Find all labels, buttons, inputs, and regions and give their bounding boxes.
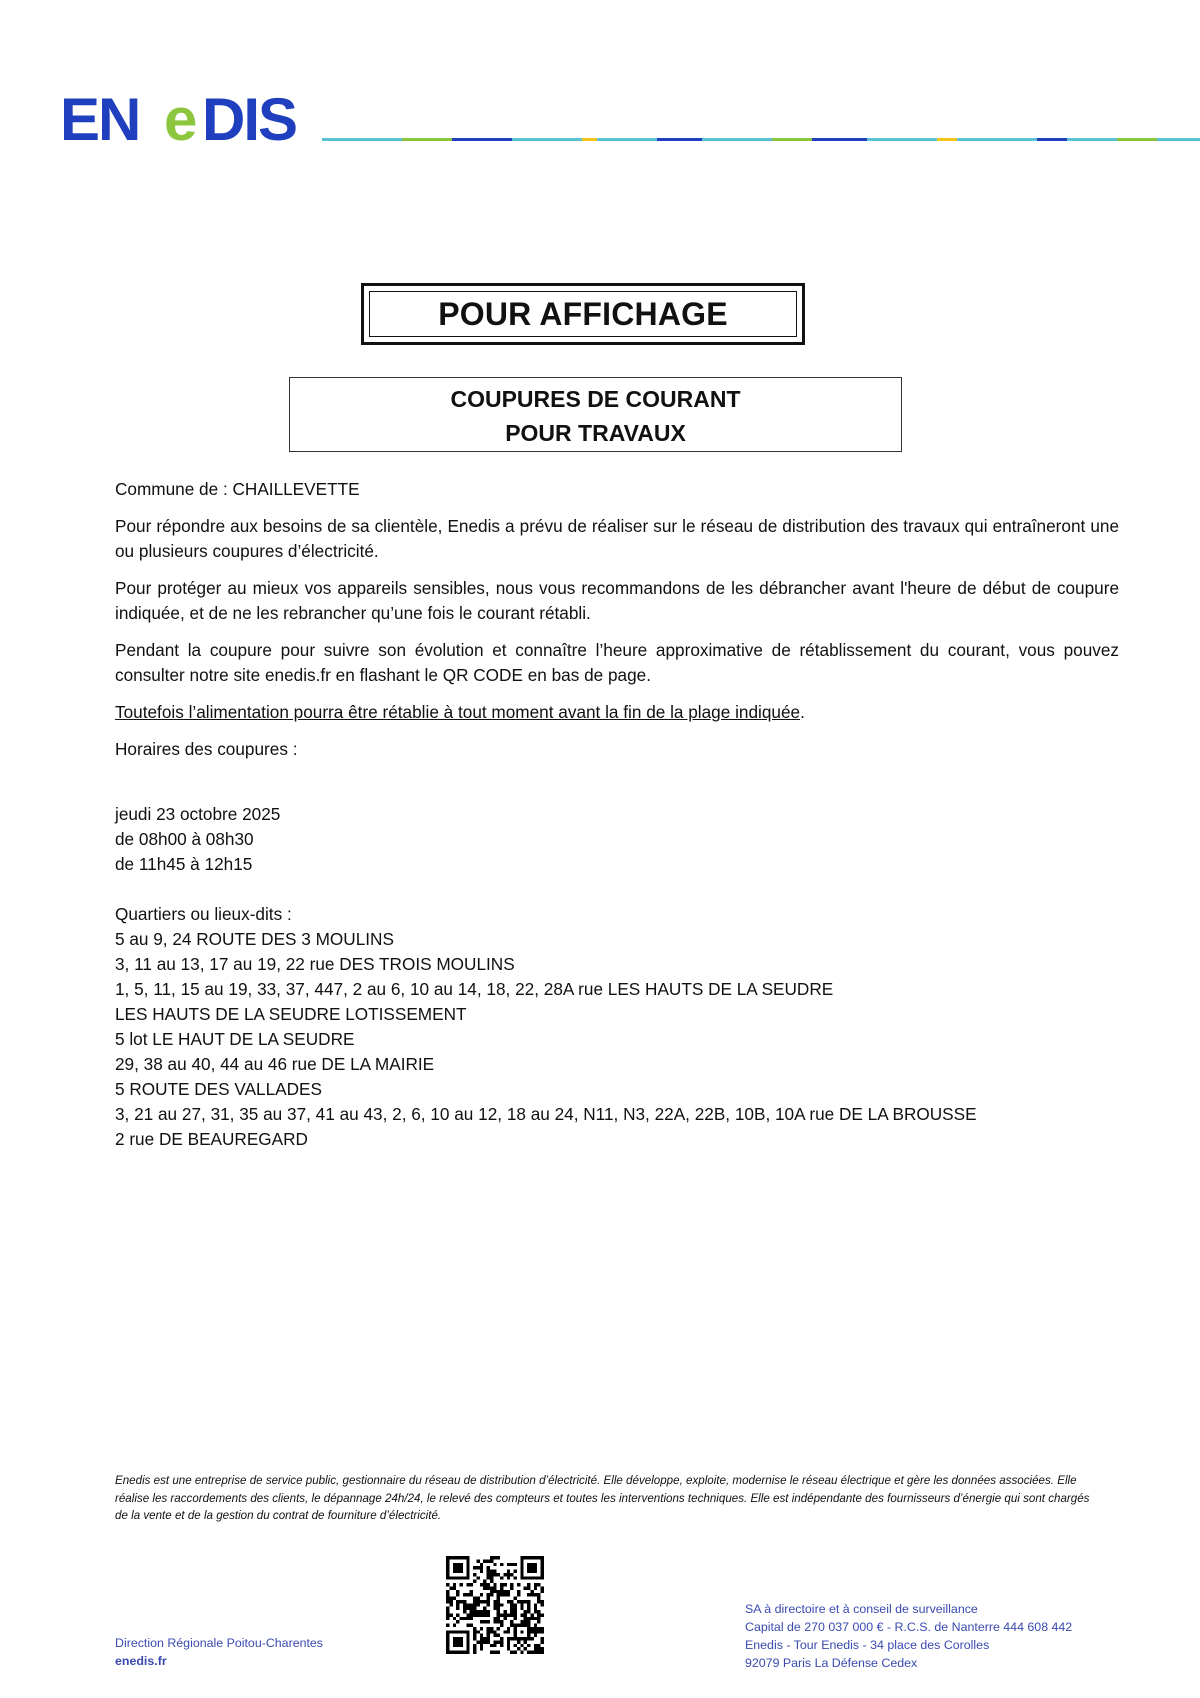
subtitle-line-2: POUR TRAVAUX	[505, 420, 686, 446]
location-item: 3, 11 au 13, 17 au 19, 22 rue DES TROIS MOULINS	[115, 954, 515, 974]
location-item: 3, 21 au 27, 31, 35 au 37, 41 au 43, 2, 6, 10 au 12, 18 au 24, N11, N3, 22A, 22B, 10B, 10A rue DE LA BROUSSE	[115, 1104, 977, 1124]
location-item: 5 lot LE HAUT DE LA SEUDRE	[115, 1029, 355, 1049]
schedule-slot: de 11h45 à 12h15	[115, 854, 253, 874]
location-item: 5 ROUTE DES VALLADES	[115, 1079, 322, 1099]
footer-left	[115, 1634, 323, 1670]
svg-text:e: e	[164, 88, 198, 148]
warning-text: Toutefois l’alimentation pourra être rétablie à tout moment avant la fin de la plage indiquée	[115, 702, 801, 722]
subtitle-line-1: COUPURES DE COURANT	[450, 386, 741, 412]
location-item: LES HAUTS DE LA SEUDRE LOTISSEMENT	[115, 1004, 467, 1024]
footer-website-link[interactable]: enedis.fr	[115, 1654, 167, 1668]
location-item: 2 rue DE BEAUREGARD	[115, 1129, 308, 1149]
paragraph-tracking: Pendant la coupure pour suivre son évolution et connaître l’heure approximative de rétablissement du courant, vous pouvez consulter notre site enedis.fr en flashant le QR CODE en bas de page.	[115, 640, 1119, 685]
paragraph-advice: Pour protéger au mieux vos appareils sensibles, nous vous recommandons de les débrancher avant l'heure de début de coupure indiquée, et de ne les rebrancher qu’une fois le courant rétabli.	[115, 578, 1119, 623]
enedis-logo	[60, 88, 320, 148]
notice-title-box	[361, 283, 805, 345]
legal-line: SA à directoire et à conseil de surveillance	[745, 1602, 978, 1616]
schedule	[115, 802, 1119, 1152]
legal-line: 92079 Paris La Défense Cedex	[745, 1656, 918, 1670]
location-item: 5 au 9, 24 ROUTE DES 3 MOULINS	[115, 929, 394, 949]
commune: Commune de : CHAILLEVETTE	[115, 479, 360, 499]
footer-company-note: Enedis est une entreprise de service public, gestionnaire du réseau de distribution d’électricité. Elle développe, exploite, modernise le réseau électrique et gère les données associées. Elle réalise les raccordements des clients, le dépannage 24h/24, le relevé des compteurs et toutes les interventions techniques. Elle est indépendante des fournisseurs d’énergie qui sont chargés de la vente et de la gestion du contrat de fourniture d’électricité.	[115, 1474, 1090, 1522]
header-decorative-line	[322, 137, 1200, 142]
locations-label: Quartiers ou lieux-dits :	[115, 904, 292, 924]
warning-line	[115, 700, 1119, 725]
schedule-slot: de 08h00 à 08h30	[115, 829, 254, 849]
svg-text:DIS: DIS	[202, 88, 297, 148]
location-item: 29, 38 au 40, 44 au 46 rue DE LA MAIRIE	[115, 1054, 435, 1074]
footer-legal	[745, 1600, 1072, 1672]
warning-end: .	[800, 702, 805, 722]
qr-code[interactable]	[446, 1556, 544, 1654]
schedule-date: jeudi 23 octobre 2025	[115, 804, 281, 824]
schedule-label: Horaires des coupures :	[115, 739, 298, 759]
paragraph-intro: Pour répondre aux besoins de sa clientèle, Enedis a prévu de réaliser sur le réseau de distribution des travaux qui entraîneront une ou plusieurs coupures d’électricité.	[115, 516, 1119, 561]
notice-body	[115, 477, 1119, 1152]
svg-text:EN: EN	[60, 88, 140, 148]
notice-title: POUR AFFICHAGE	[369, 291, 797, 337]
notice-subtitle-box	[289, 377, 902, 452]
footer-direction: Direction Régionale Poitou-Charentes	[115, 1636, 324, 1650]
location-item: 1, 5, 11, 15 au 19, 33, 37, 447, 2 au 6, 10 au 14, 18, 22, 28A rue LES HAUTS DE LA SEUDRE	[115, 979, 834, 999]
legal-line: Capital de 270 037 000 € - R.C.S. de Nanterre 444 608 442	[745, 1620, 1073, 1634]
legal-line: Enedis - Tour Enedis - 34 place des Corolles	[745, 1638, 990, 1652]
